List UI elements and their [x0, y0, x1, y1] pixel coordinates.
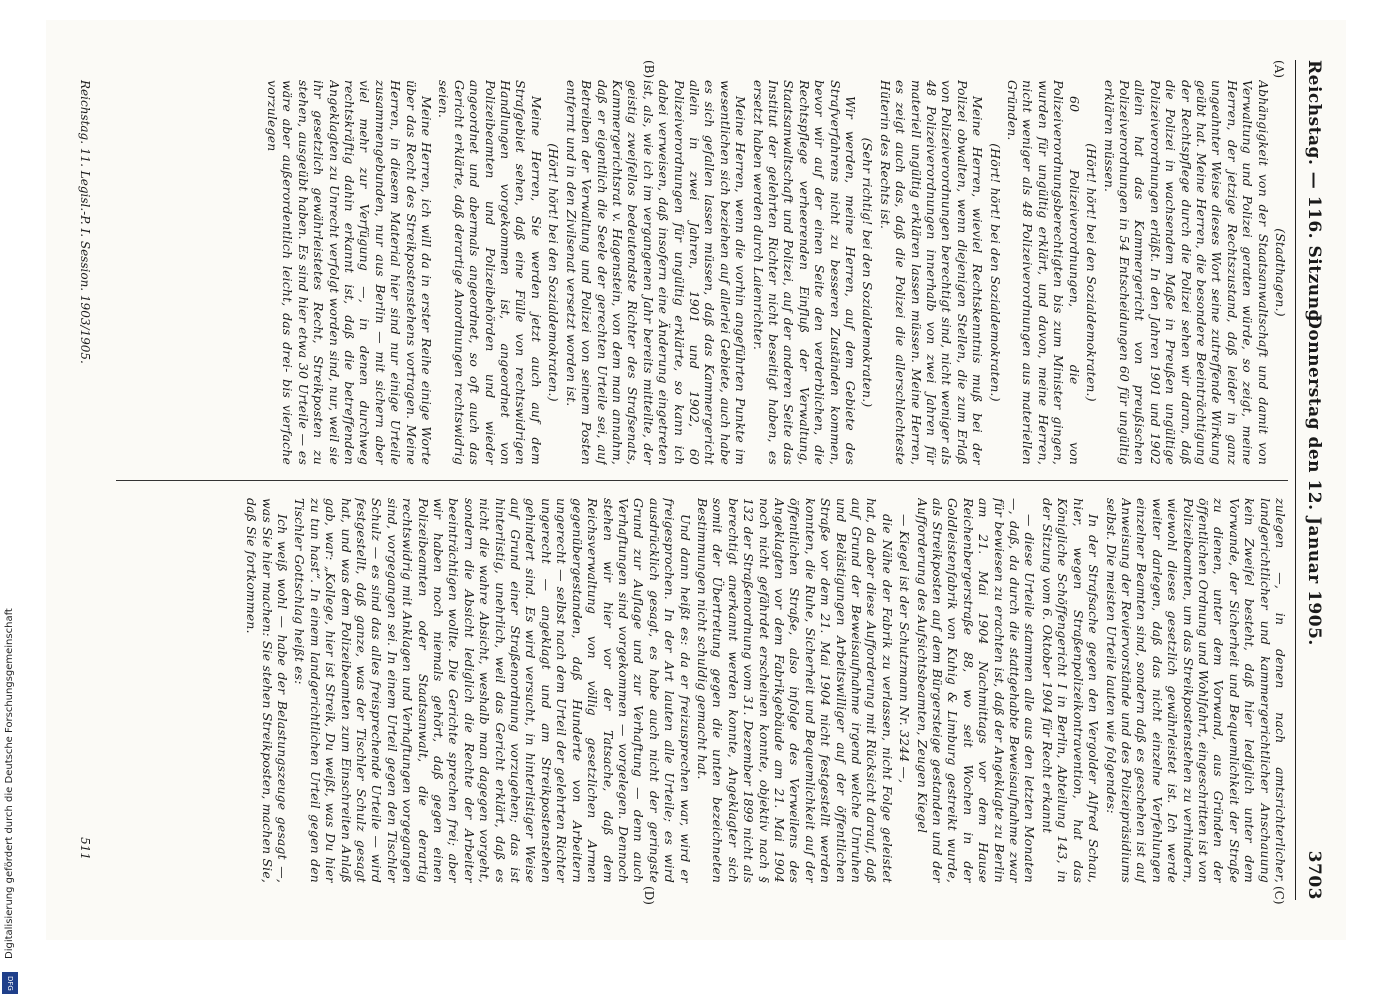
paragraph: — diese Urteile stammen alle aus den letzten Monaten —, daß, da durch die stattgehabte Beweisaufnahme zwar für bewiesen zu erachten ist, daß der Angeklagte zu Berlin am 21. Mai 1904 Nachmittags vor dem Hause Reichenbergerstraße 88, wo seit Wochen in der Goldleistenfabrik von Kuhig & Limburg gestreikt wurde, als Streikposten auf dem Bürgersteige gestanden und der Aufforderung des Aufsichtsbeamten, Zeugen Kiegel: [914, 498, 1038, 883]
paragraph: Abhängigkeit von der Staatsanwaltschaft und damit von Verwaltung und Polizei geraten würde, so zeigt, meine Herren, der jetzige Rechtszustand, daß leider in ganz ungeahnter Weise dieses Wort seine zutreffende Wirkung geübt hat. Meine Herren, die besondere Beeinträchtigung der Rechtspflege durch die Polizei sehen wir daran, daß die Polizei in wachsendem Maße in Preußen ungültige Polizeiverordnungen erläßt. In den Jahren 1901 und 1902 allein hat das Kammergericht von preußischen Polizeiverordnungen in 54 Entscheidungen 60 für ungültig erklären müssen.: [1101, 80, 1271, 465]
paragraph: Meine Herren, ich will da in erster Reihe einige Worte über das Recht des Streikpostenstehens vortragen. Meine Herren, in diesem Material hier sind nur einige Urteile zusammengebunden, nur aus Berlin — mit sichern aber viel mehr zur Verfügung —, in denen durchweg rechtskräftig dahin erkannt ist, daß die betreffenden Angeklagten zu Unrecht verfolgt worden sind, nur, weil sie ihr gesetzlich gewährleistetes Recht, Streikposten zu stehen, ausgeübt haben. Es sind hier etwa 30 Urteile — es wäre aber außerordentlich leicht, das drei- bis vierfache vorzulegen: [265, 80, 435, 465]
margin-marker-b: (B): [642, 60, 656, 79]
digitization-credit-text: Digitalisierung gefördert durch die Deutsche Forschungsgemeinschaft: [4, 608, 15, 959]
margin-marker-c: (C): [1272, 886, 1286, 905]
paragraph: — Kiegel ist der Schutzmann Nr. 3244 —,: [897, 514, 913, 784]
interjection: (Hört! hört! bei den Sozialdemokraten.): [987, 143, 1003, 402]
page-header: [1300, 60, 1324, 900]
interjection: (Sehr richtig! bei den Sozialdemokraten.): [860, 137, 876, 408]
column-divider: [116, 480, 1288, 481]
left-column: [106, 80, 1288, 465]
scanned-page: [46, 20, 1346, 940]
paragraph: Meine Herren, Sie werden jetzt auch auf dem Strafgebiet sehen, daß eine Fülle von rechtswidrigen Handlungen vorgekommen ist, angeordnet von Polizeibeamten und Polizeibehörden und wieder angeordnet und abermals angeordnet, so oft auch das Gericht erklärte, daß derartige Anordnungen rechtswidrig seien.: [436, 80, 544, 465]
footer-signature: 511: [78, 837, 92, 860]
paragraph: zulegen —, in denen nach amtsrichterlicher, landgerichtlicher und kammergerichtlicher Anschauung kein Zweifel besteht, daß hier lediglich unter dem Vorwande, der Sicherheit und Bequemlichkeit der Straße zu dienen, unter dem Vorwand, aus Gründen der öffentlichen Ordnung und Wohlfahrt, eingeschritten ist von Polizeibeamten, um das Streikpostenstehen zu verhindern, wiewohl dieses gesetzlich gewährleistet ist. Ich werde weiter darlegen, daß das nicht einzelne Verfehlungen einzelner Beamten sind, sondern daß es geschehen ist auf Anweisung der Reviervorstände und des Polizeipräsidiums selbst. Die meisten Urteile lauten wie folgendes:: [1103, 498, 1288, 883]
page-number: 3703: [1304, 850, 1324, 900]
header-session: Reichstag. — 116. Sitzung.: [1304, 60, 1324, 329]
dfg-logo: DFG: [2, 972, 18, 994]
paragraph: Ich weiß wohl — habe der Belastungszeuge gesagt —, was Sie hier machen: Sie stehen Streikposten, machen Sie, daß Sie fortkommen.: [244, 498, 290, 883]
quoted-judgment: In der Strafsache gegen den Vergolder Alfred Schau, hier, wegen Straßenpolizeikontravention, hat das Königliche Schöffengericht I in Berlin, Abteilung 143, in der Sitzung vom 6. Oktober 1904 für Recht erkannt: [1039, 498, 1102, 883]
paragraph: 60 Polizeiverordnungen, die von Polizeiverordnungsberechtigten bis zum Minister gingen, wurden für ungültig erklärt, und davon, meine Herren, nicht weniger als 48 Polizeiverordnungen aus materiellen Gründen.: [1005, 80, 1082, 465]
speaker-name: (Stadthagen.): [1273, 228, 1288, 317]
header-rule: [1295, 60, 1296, 900]
interjection: (Hört! hört! bei den Sozialdemokraten.): [1084, 143, 1100, 402]
digitization-credit: [0, 0, 22, 1000]
right-column: [106, 498, 1288, 883]
header-date: Donnerstag den 12. Januar 1905.: [1304, 314, 1324, 646]
page-footer: [76, 60, 92, 900]
paragraph: Meine Herren, wieviel Rechtskenntnis muß bei der Polizei obwalten, wenn diejenigen Stellen, die zum Erlaß von Polizeiverordnungen berechtigt sind, nicht weniger als 48 Polizeiverordnungen innerhalb von zwei Jahren für materiell ungültig erklären lassen müssen. Meine Herren, es zeigt auch das, daß die Polizei die allerschlechteste Hüterin des Rechts ist.: [877, 80, 986, 465]
paragraph: Und dann heißt es: da er freizusprechen war, wird er freigesprochen. In der Art lauten alle Urteile; es wird ausdrücklich gesagt, es habe auch nicht der geringste Grund zur Auflage und zur Verhaftung — denn auch Verhaftungen sind vorgekommen — vorgelegen. Dennoch stehen wir hier vor der Tatsache, daß dem Reichsverwaltung von völlig gesetzlichen Armen gegenübergestanden, daß Hunderte von Arbeitern ungerecht — selbst nach dem Urteil der gelehrten Richter ungerecht — angeklagt und am Streikpostenstehen gehindert sind. Es wird versucht, in hinterlistiger Weise auf Grund einer Straßenordnung vorzugehen; das ist hinterlistig, unehrlich, weil das Gericht erklärt, daß es nicht die wahre Absicht, weshalb man dagegen vorgeht, sondern die Absicht lediglich die Rechte der Arbeiter beeinträchtigen wollte. Die Gerichte sprechen frei; aber wir haben noch niemals gehört, daß gegen einen Polizeibeamten oder Staatsanwalt, die derartig rechtswidrig mit Anklagen und Verhaftungen vorgegangen sind, vorgegangen sei. In einem Urteil gegen den Tischler Schulz — es sind das alles freisprechende Urteile — wird festgestellt, daß ganze, was der Tischler Schulz gesagt hat, und was dem Polizeibeamten zum Einschreiten Anlaß gab, war: „Kollege, hier ist Streik, Du weißt, was Du hier zu tun hast“. In einem landgerichtlichen Urteil gegen den Tischler Gottschlag heißt es:: [292, 498, 693, 883]
interjection: (Hört! hört! bei den Sozialdemokraten.): [546, 143, 562, 402]
paragraph: Meine Herren, wenn die vorhin angeführten Punkte im wesentlichen sich beziehen auf allerlei Gebiete, auch habe es sich gefallen lassen müssen, daß das Kammergericht allein in zwei Jahren, 1901 und 1902, 60 Polizeiverordnungen für ungültig erklärte, so kann ich dabei verweisen, daß insofern eine Änderung eingetreten ist, als, wie ich im vergangenen Jahr bereits mitteilte, der geistig zweifellos bedeutendste Richter des Strafsenats, Kammergerichtsrat v. Hagenstein, von dem man annahm, daß er eigentlich die Seele der gerechten Urteile sei, auf Betreiben der Verwaltung und Polizei von seinem Posten entfernt und in den Zivilsenat versetzt worden ist.: [563, 80, 749, 465]
paragraph: Wir werden, meine Herren, auf dem Gebiete des Strafverfahrens nicht zu besseren Zuständen kommen, bevor wir auf der einen Seite den verderblichen, die Rechtspflege verheerenden Einfluß der Verwaltung, Staatsanwaltschaft und Polizei, auf der anderen Seite das Institut der gelehrten Richter nicht beseitigt haben, es ersetzt haben werden durch Laienrichter.: [750, 80, 859, 465]
margin-marker-d: (D): [642, 886, 656, 905]
margin-marker-a: (A): [1272, 60, 1286, 79]
footer-session: Reichstag. 11. Legisl.-P. I. Session. 1903/1905.: [78, 80, 92, 364]
paragraph: die Nähe der Fabrik zu verlassen, nicht Folge geleistet hat, da aber diese Aufforderung mit Rücksicht darauf, daß auf Grund der Beweisaufnahme irgend welche Unruhen und Belästigungen Arbeitswilliger auf der öffentlichen Straße vor dem 21. Mai 1904 nicht festgestellt werden konnten, die Ruhe, Sicherheit und Bequemlichkeit auf der öffentlichen Straße, also infolge des Verweilens des Angeklagten vor dem Fabrikgebäude am 21. Mai 1904 noch nicht gefährdet erscheinen konnte, objektiv nach § 132 der Straßenordnung vom 31. Dezember 1899 nicht als berechtigt anerkannt werden konnte, Angeklagter sich somit der Übertretung gegen die unten bezeichneten Bestimmungen nicht schuldig gemacht hat.: [694, 498, 895, 883]
